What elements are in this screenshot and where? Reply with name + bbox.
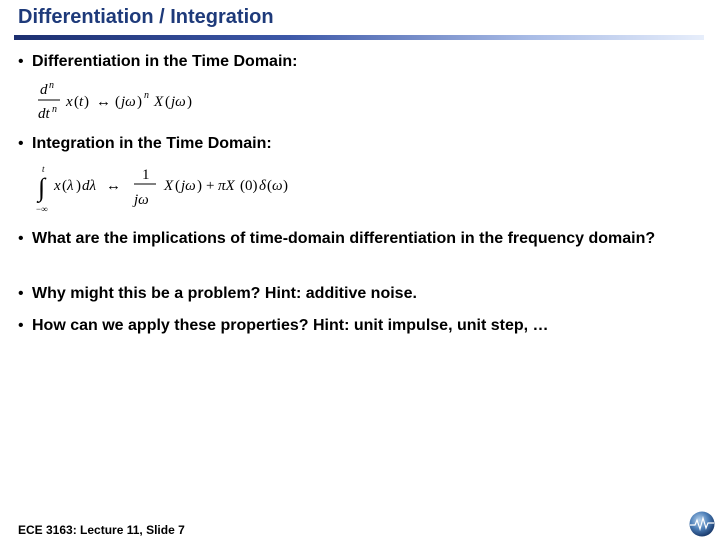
svg-text:): )	[187, 94, 192, 110]
equation-integration	[34, 162, 324, 216]
bullet-apply	[18, 316, 549, 336]
svg-text:(: (	[175, 178, 180, 194]
svg-text:+: +	[206, 178, 215, 194]
svg-text:): )	[197, 178, 202, 194]
bullet-dot: •	[18, 135, 24, 152]
bullet-text: Why might this be a problem? Hint: additive noise.	[32, 285, 417, 302]
equation-differentiation	[34, 78, 234, 126]
svg-text:jω: jω	[171, 94, 186, 110]
bullet-text: How can we apply these properties? Hint: unit impulse, unit step, …	[32, 317, 549, 334]
svg-text:(: (	[115, 94, 120, 110]
bullet-problem	[18, 284, 417, 304]
svg-text:x: x	[66, 94, 73, 110]
bullet-differentiation	[18, 52, 298, 72]
svg-text:(: (	[165, 94, 170, 110]
bullet-implications	[18, 229, 688, 249]
svg-text:dλ: dλ	[82, 178, 96, 194]
bullet-dot: •	[18, 230, 24, 247]
svg-text:n: n	[52, 104, 57, 115]
bullet-dot: •	[18, 285, 24, 302]
svg-text:λ: λ	[67, 178, 74, 194]
svg-text:(: (	[74, 94, 79, 110]
svg-text:X: X	[164, 178, 174, 194]
svg-text:jω: jω	[134, 192, 149, 208]
svg-text:∫: ∫	[38, 173, 46, 202]
svg-text:t: t	[42, 164, 45, 174]
svg-text:ω: ω	[272, 178, 283, 194]
svg-text:−∞: −∞	[36, 204, 48, 214]
svg-text:↔: ↔	[106, 178, 121, 194]
svg-text:1: 1	[142, 167, 150, 183]
bullet-integration	[18, 134, 272, 154]
svg-text:δ: δ	[259, 178, 266, 194]
svg-text:): )	[137, 94, 142, 110]
svg-text:jω: jω	[121, 94, 136, 110]
svg-text:d: d	[40, 82, 48, 98]
svg-text:jω: jω	[181, 178, 196, 194]
bullet-dot: •	[18, 53, 24, 70]
svg-text:↔: ↔	[96, 94, 111, 110]
svg-text:dt: dt	[38, 106, 50, 122]
title-underline	[14, 35, 704, 40]
bullet-text: Differentiation in the Time Domain:	[32, 53, 298, 70]
globe-logo-icon	[687, 510, 717, 538]
slide-title: Differentiation / Integration	[18, 6, 274, 28]
svg-text:πX: πX	[218, 178, 235, 194]
svg-text:n: n	[49, 80, 54, 91]
bullet-dot: •	[18, 317, 24, 334]
svg-text:x: x	[54, 178, 61, 194]
svg-text:): )	[283, 178, 288, 194]
svg-text:): )	[76, 178, 81, 194]
svg-text:): )	[84, 94, 89, 110]
slide-footer: ECE 3163: Lecture 11, Slide 7	[18, 523, 185, 537]
svg-text:(: (	[62, 178, 67, 194]
svg-text:(: (	[267, 178, 272, 194]
bullet-text: What are the implications of time-domain differentiation in the frequency domain?	[32, 230, 656, 247]
bullet-text: Integration in the Time Domain:	[32, 135, 272, 152]
svg-text:t: t	[79, 94, 84, 110]
svg-text:X: X	[154, 94, 164, 110]
svg-text:n: n	[144, 90, 149, 101]
svg-text:(0): (0)	[240, 178, 258, 194]
